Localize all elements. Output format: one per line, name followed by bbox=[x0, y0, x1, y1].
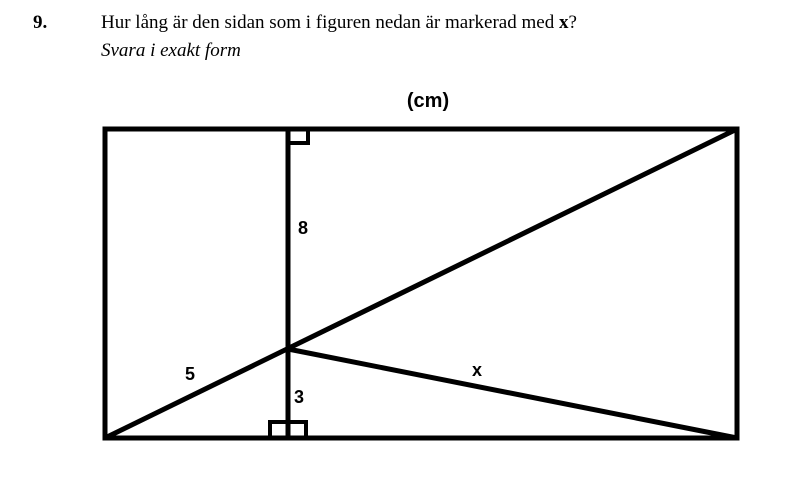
question-hint: Svara i exakt form bbox=[101, 40, 241, 61]
label-diagonal-segment: 5 bbox=[185, 364, 196, 384]
question-text-end: ? bbox=[568, 12, 577, 33]
segment-x bbox=[288, 349, 737, 438]
question-number: 9. bbox=[33, 12, 48, 33]
long-diagonal bbox=[105, 129, 737, 438]
question-variable: x bbox=[558, 12, 569, 33]
label-lower-segment: 3 bbox=[294, 387, 305, 407]
label-upper-segment: 8 bbox=[298, 218, 309, 238]
question-text-main: Hur lång är den sidan som i figuren nedan är markerad med bbox=[101, 12, 559, 33]
label-unknown-x: x bbox=[472, 360, 483, 380]
unit-label: (cm) bbox=[406, 90, 450, 112]
